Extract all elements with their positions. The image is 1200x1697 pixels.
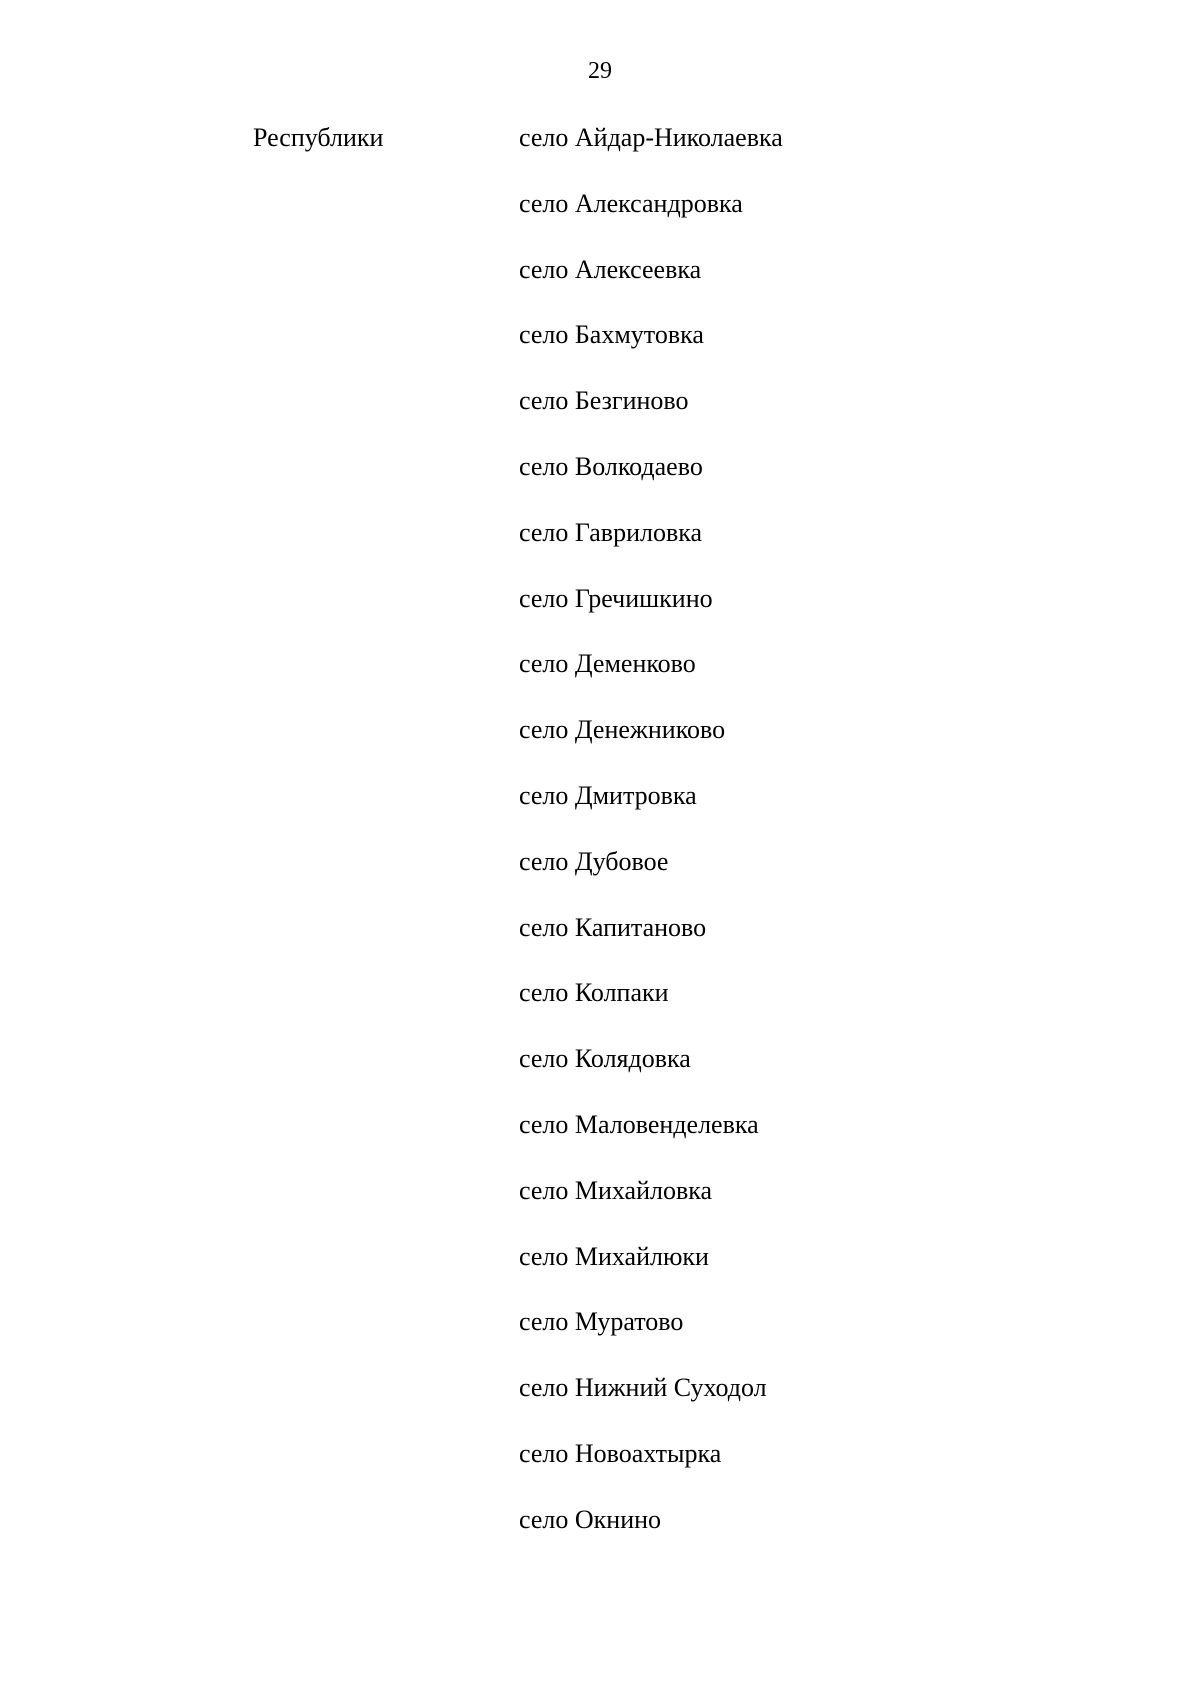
list-item: село Маловенделевка	[519, 1109, 759, 1139]
list-item: село Колядовка	[519, 1044, 691, 1074]
list-item: село Безгиново	[519, 386, 689, 416]
list-item: село Бахмутовка	[519, 320, 704, 350]
list-item: село Дмитровка	[519, 780, 697, 810]
list-item: село Гавриловка	[519, 517, 703, 547]
list-item: село Новоахтырка	[519, 1438, 722, 1468]
list-item: село Михайловка	[519, 1175, 713, 1205]
settlement-list	[519, 122, 783, 1570]
list-item: село Деменково	[519, 649, 696, 679]
list-item: село Капитаново	[519, 912, 707, 942]
list-item: село Денежниково	[519, 715, 726, 745]
list-item: село Александровка	[519, 188, 743, 218]
list-item: село Окнино	[519, 1504, 662, 1534]
list-item: село Алексеевка	[519, 254, 702, 284]
list-item: село Айдар-Николаевка	[519, 123, 783, 152]
list-item: село Колпаки	[519, 978, 669, 1008]
region-label: Республики	[253, 123, 384, 152]
page-number: 29	[588, 58, 612, 84]
list-item: село Дубовое	[519, 846, 669, 876]
list-item: село Муратово	[519, 1307, 684, 1337]
list-item: село Волкодаево	[519, 451, 703, 481]
list-item: село Михайлюки	[519, 1241, 709, 1271]
list-item: село Гречишкино	[519, 583, 713, 613]
list-item: село Нижний Суходол	[519, 1373, 767, 1403]
